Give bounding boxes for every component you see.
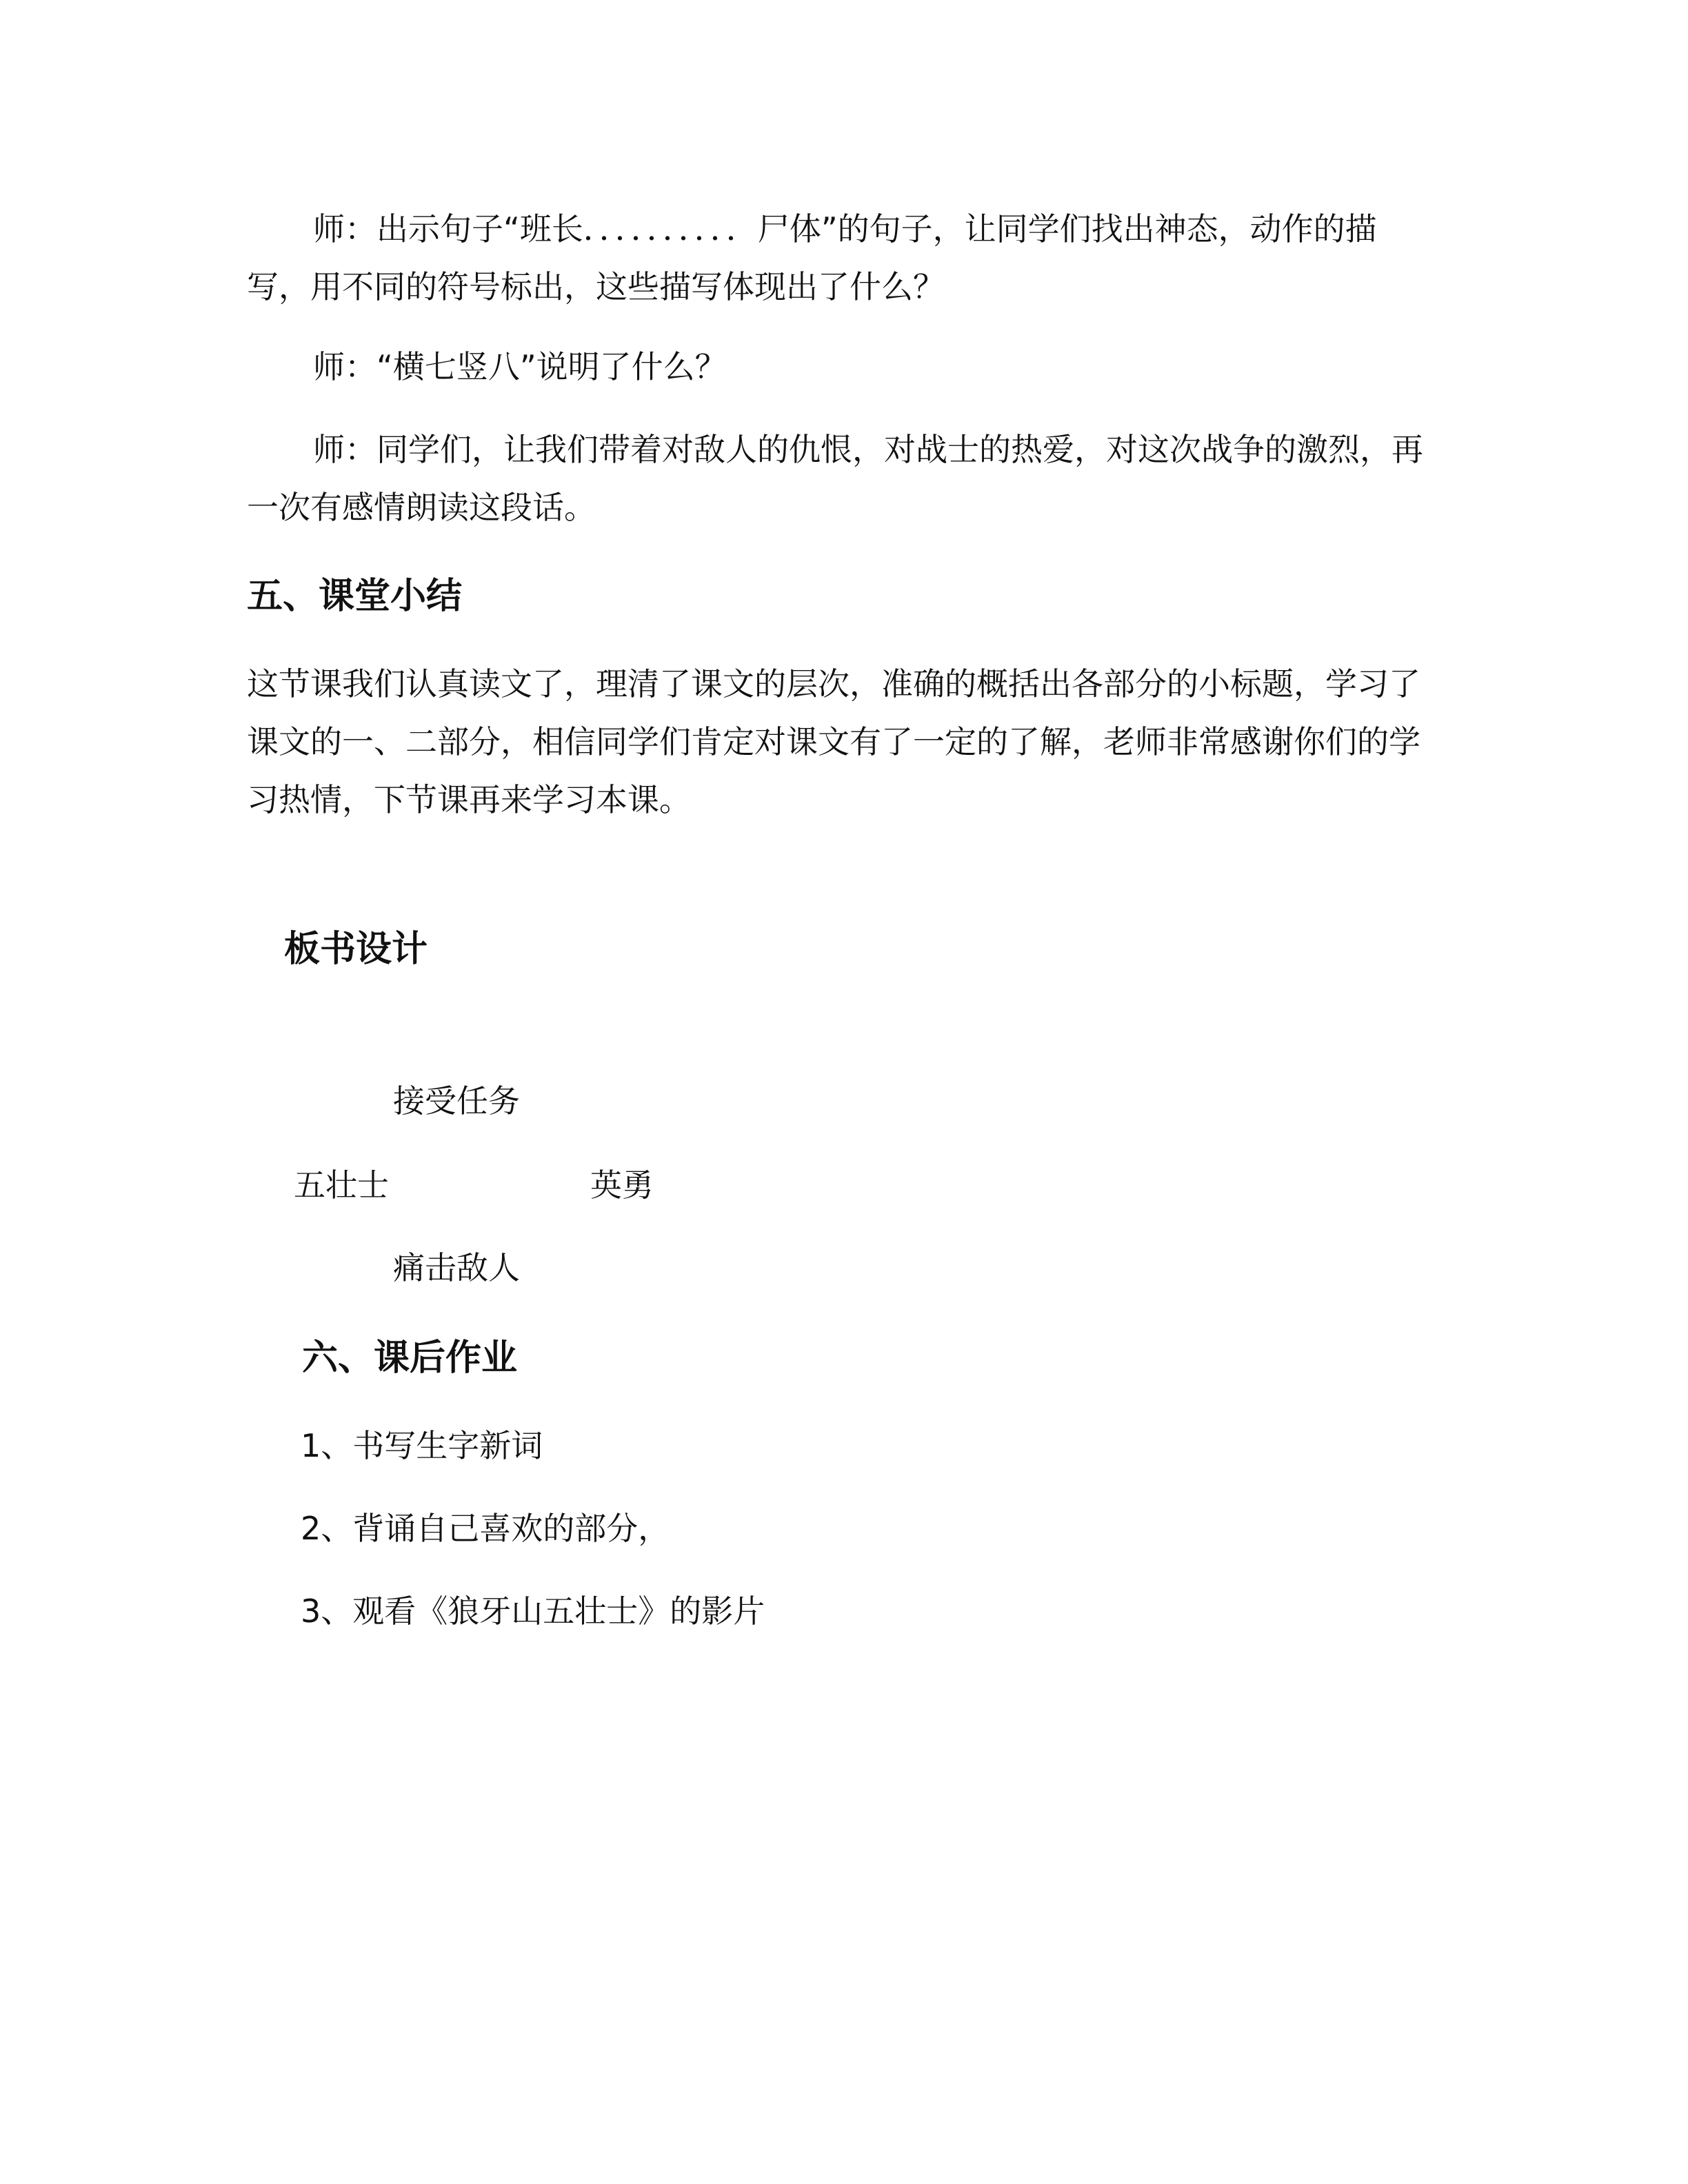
board-top: 接受任务 <box>393 1082 520 1120</box>
board-right: 英勇 <box>590 1166 654 1204</box>
board-left: 五壮士 <box>294 1166 389 1204</box>
homework-item-1: 1、书写生字新词 <box>301 1427 543 1464</box>
summary-text: 这节课我们认真读文了，理清了课文的层次，准确的概括出各部分的小标题，学习了课文的一、二部分，相信同学们肯定对课文有了一定的了解，老师非常感谢你们的学习热情，下节课再来学习本课。 <box>247 665 1420 818</box>
teacher-line-2: 师：“横七竖八”说明了什么？ <box>313 348 727 385</box>
homework-item-2: 2、背诵自己喜欢的部分， <box>301 1510 670 1547</box>
homework-item-3: 3、观看《狼牙山五壮士》的影片 <box>301 1593 765 1630</box>
summary-heading: 五、课堂小结 <box>247 576 463 617</box>
board-bottom: 痛击敌人 <box>393 1249 520 1286</box>
board-heading: 板书设计 <box>284 929 428 970</box>
teacher-line-1: 师：出示句子“班长．．．．．．．．．．尸体”的句子，让同学们找出神态，动作的描写，用不同的符号标出，这些描写体现出了什么？ <box>247 210 1377 305</box>
teacher-line-3: 师：同学们，让我们带着对敌人的仇恨，对战士的热爱，对这次战争的激烈，再一次有感情朗读这段话。 <box>247 431 1423 526</box>
homework-heading: 六、课后作业 <box>302 1337 518 1379</box>
